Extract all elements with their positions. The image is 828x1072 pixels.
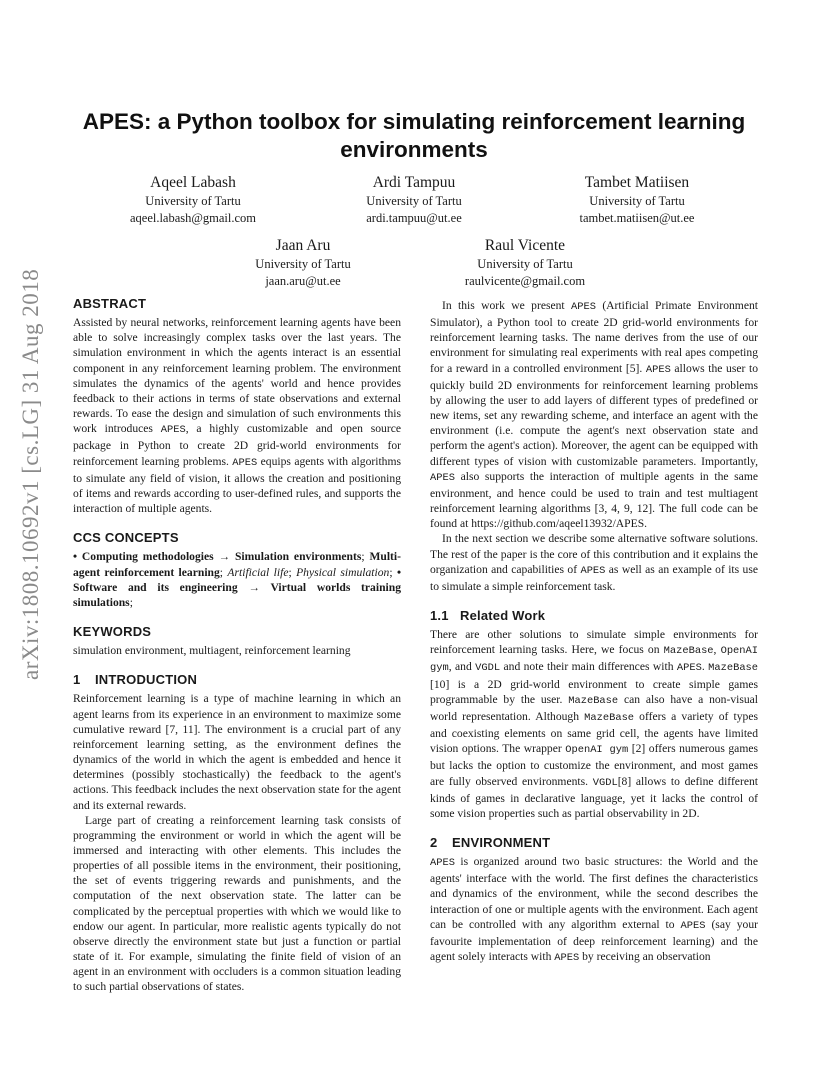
author-affiliation: University of Tartu [145, 194, 241, 208]
author-name: Ardi Tampuu [372, 174, 456, 191]
section-number: 2 [430, 835, 438, 850]
author-affiliation: University of Tartu [366, 194, 462, 208]
author-block [410, 236, 640, 289]
intro-paragraph-4: In the next section we describe some alternative software solutions. The rest of the paper is the core of this contribution and it explains the organization and capabilities of APES as well as an example of its use to simulate a simple reinforcement task. [430, 532, 758, 593]
author-name: Jaan Aru [275, 237, 331, 254]
environment-heading: 2 ENVIRONMENT [430, 835, 551, 850]
abstract-text: Assisted by neural networks, reinforcement learning agents have been able to solve increasingly complex tasks over the last years. The simulation environment in which the agents interact is an essential component in any reinforcement learning problem. The environment simulates the dynamics of the agents' world and hence provides feedback to their actions in terms of state observations and external rewards. To ease the design and simulation of such environments this work introduces APES, a highly customizable and open source package in Python to create 2D grid-world environments for reinforcement learning problems. APES equips agents with algorithms to simulate any field of vision, it allows the creation and positioning of items and rewards according to user-defined rules, and supports the interaction of multiple agents. [73, 316, 401, 516]
author-block [299, 173, 529, 226]
author-affiliation: University of Tartu [477, 257, 573, 271]
environment-text: APES is organized around two basic structures: the World and the agents' interface with the world. The first defines the characteristics and dynamics of the environment, while the second describes the interaction of one or multiple agents with the environment. Each agent can be controlled with any algorithm external to APES (say your favourite implementation of deep reinforcement learning) and the agent solely interacts with APES by receiving an observation [430, 855, 758, 965]
author-email: tambet.matiisen@ut.ee [579, 210, 695, 225]
related-work-text: There are other solutions to simulate simple environments for reinforcement learning tasks. Here, we focus on MazeBase, OpenAI gym, and VGDL and note their main differences with APES. MazeBase [10] is a 2D grid-world environment to create simple games programmable by the user. MazeBase can also have a non-visual world representation. Although MazeBase offers a variety of types and coexisting elements on same grid cell, the agents have limited vision options. The wrapper OpenAI gym [2] offers numerous games but lacks the option to customize the environment, and most games are fully observed environments. VGDL[8] allows to define different kinds of games in declarative language, yet it lacks the control of some vision properties such as partial observability in 2D. [430, 628, 759, 820]
author-block [522, 173, 752, 226]
left-column [73, 296, 401, 995]
ccs-concepts-text: • Computing methodologies → Simulation environments; Multi-agent reinforcement learning; Artificial life; Physical simulation; • Software and its engineering → Virtual worlds training simulations; [73, 550, 402, 609]
right-column [430, 298, 758, 966]
introduction-heading: 1 INTRODUCTION [73, 672, 198, 688]
author-affiliation: University of Tartu [255, 257, 351, 271]
author-email: raulvicente@gmail.com [464, 273, 586, 288]
intro-paragraph-3: In this work we present APES (Artificial Primate Environment Simulator), a Python tool to create 2D grid-world environments for reinforcement learning tasks. The name derives from the use of our environment for simulating real experiments with real apes competing for a reward in a controlled environment [5]. APES allows the user to quickly build 2D environments for reinforcement learning problems by allowing the user to add layers of different types of predefined or new items, set any rewarding scheme, and interface an agent with the environment (i.e. compute the agent's next observation state and perform the agent's action). Moreover, the agent can be equipped with different types of vision with customizable parameters. Importantly, APES also supports the interaction of multiple agents in the same environment, and hence could be used to train and test multiagent reinforcement learning algorithms [3, 4, 9, 12]. The full code can be found at https://github.com/aqeel13932/APES. [430, 299, 758, 531]
author-block [78, 173, 308, 226]
related-work-heading: 1.1 Related Work [430, 607, 546, 623]
author-block [188, 236, 418, 289]
author-name: Aqeel Labash [150, 174, 236, 191]
abstract-heading: ABSTRACT [73, 296, 147, 311]
intro-paragraph-1: Reinforcement learning is a type of machine learning in which an agent learns from its experience in an environment to maximize some cumulative reward [7, 11]. The environment is a crucial part of any reinforcement learning setting, as the environment defines the dynamics of the world in which the agent is embedded and hence it determines (possibly stochastically) the feedback to the agent's actions. This feedback includes the next observation state for the agent and its external rewards. [73, 692, 401, 812]
ccs-heading: CCS CONCEPTS [73, 530, 179, 546]
author-name: Raul Vicente [484, 237, 566, 254]
section-number: 1 [73, 672, 81, 688]
keywords-text: simulation environment, multiagent, reinforcement learning [73, 644, 351, 658]
author-email: ardi.tampuu@ut.ee [366, 210, 462, 225]
keywords-heading: KEYWORDS [73, 623, 152, 639]
author-email: jaan.aru@ut.ee [265, 273, 341, 288]
paper-title: APES: a Python toolbox for simulating reinforcement learning environments [82, 109, 746, 162]
author-affiliation: University of Tartu [589, 194, 685, 208]
intro-paragraph-2: Large part of creating a reinforcement learning task consists of programming the environment or world in which the agent will be immersed and interacting with other elements. This includes the properties of all possible items in the environment, their positioning, the set of events triggering rewards and punishments, and the computation of the next observation state. The latter can be complicated by the perceptual properties with which we would like to endow our agent. In particular, more realistic agents typically do not observe directly the environment state but just a function or partial state of it. For example, simulating the finite field of vision of an agent in an environment with occluders is a common situation leading to such partial observations of states. [73, 813, 401, 994]
arxiv-identifier: arXiv:1808.10692v1 [cs.LG] 31 Aug 2018 [18, 268, 43, 680]
author-name: Tambet Matiisen [584, 174, 690, 191]
section-number: 1.1 [430, 607, 449, 623]
author-email: aqeel.labash@gmail.com [129, 210, 257, 225]
